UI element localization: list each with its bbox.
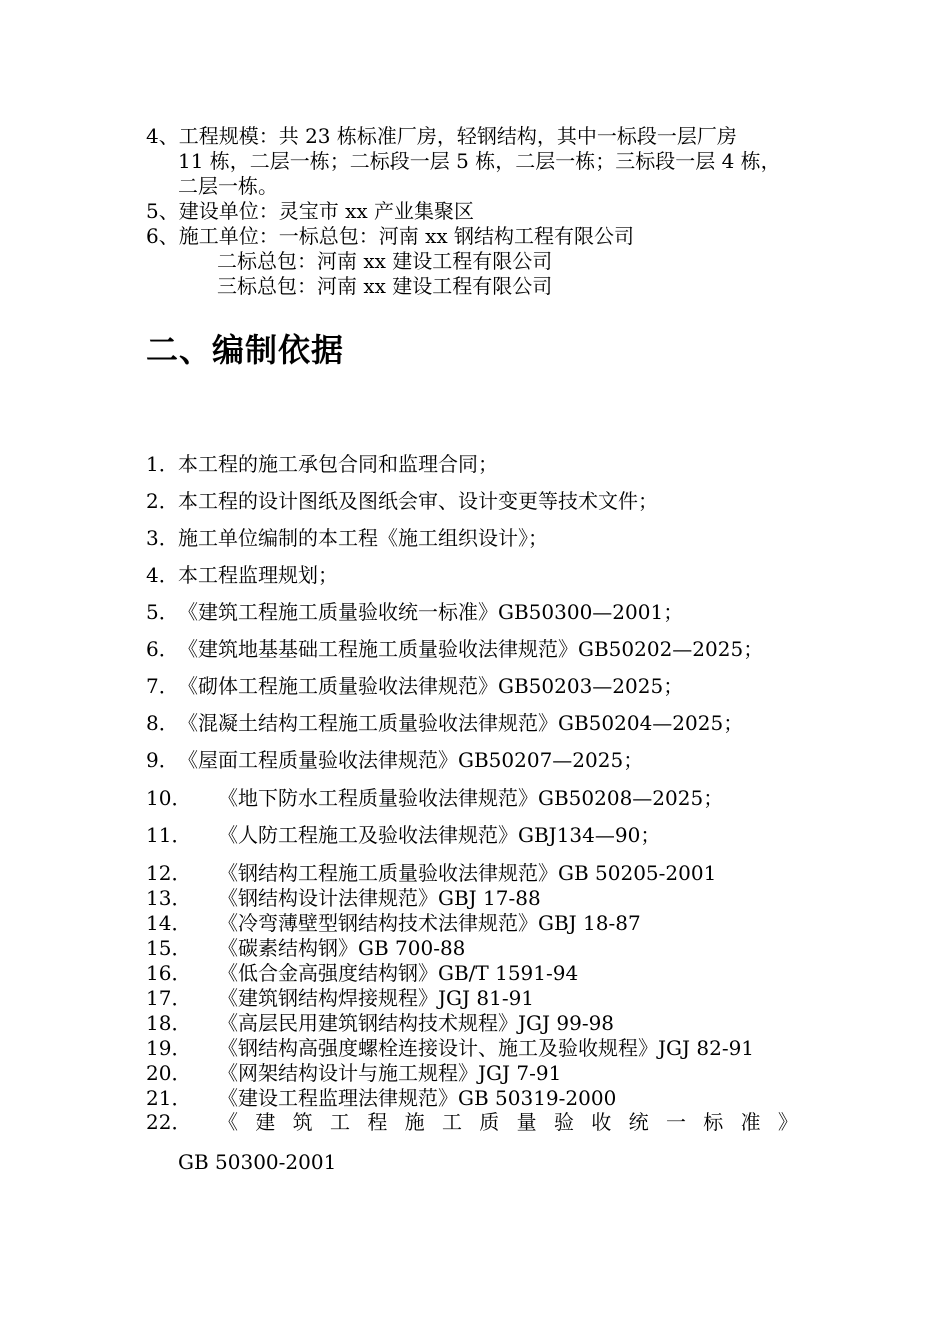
standard-item-text: 《高层民用建筑钢结构技术规程》JGJ 99-98 (218, 1011, 615, 1035)
basis-item-number: 6． (146, 637, 179, 661)
basis-item (146, 711, 743, 735)
basis-item (146, 748, 643, 772)
basis-item-number: 10． (146, 786, 192, 810)
basis-item (146, 600, 683, 624)
contractor-line-1: 6、施工单位：一标总包：河南 xx 钢结构工程有限公司 (146, 224, 634, 248)
contractor-line-2: 二标总包：河南 xx 建设工程有限公司 (217, 249, 553, 273)
item-22-char: 工 (441, 1110, 462, 1134)
standard-item (146, 936, 465, 960)
contractor-line-3: 三标总包：河南 xx 建设工程有限公司 (217, 274, 553, 298)
standard-item-text: 《低合金高强度结构钢》GB/T 1591-94 (218, 961, 579, 985)
basis-item (146, 786, 723, 810)
item-22-char: 筑 (292, 1110, 313, 1134)
basis-item-number: 9． (146, 748, 179, 772)
standard-item-text: 《碳素结构钢》GB 700-88 (218, 936, 466, 960)
standard-item-text: 《网架结构设计与施工规程》JGJ 7-91 (218, 1061, 562, 1085)
basis-item-number: 11． (146, 823, 192, 847)
basis-item-number: 2． (146, 489, 179, 513)
basis-item-number: 7． (146, 674, 179, 698)
basis-item (146, 526, 548, 550)
section-heading: 二、编制依据 (146, 331, 345, 369)
basis-item (146, 489, 658, 513)
standard-item (146, 1036, 754, 1060)
standard-item (146, 1086, 616, 1110)
basis-item-text: 《混凝土结构工程施工质量验收法律规范》GB50204—2025； (178, 711, 744, 735)
basis-item-text: 《建筑地基基础工程施工质量验收法律规范》GB50202—2025； (178, 637, 764, 661)
item-22-char: 一 (665, 1110, 686, 1134)
item-22-char: 程 (367, 1110, 388, 1134)
standard-item (146, 1011, 614, 1035)
basis-item-number: 5． (146, 600, 179, 624)
basis-item (146, 563, 338, 587)
item-22-char: 准 (740, 1110, 761, 1134)
project-scale-line-1: 4、工程规模：共 23 栋标准厂房，轻钢结构，其中一标段一层厂房 (146, 124, 737, 148)
item-22-char: 验 (553, 1110, 574, 1134)
standard-item-text: 《建设工程监理法律规范》GB 50319-2000 (218, 1086, 617, 1110)
basis-item-text: 本工程的施工承包合同和监理合同； (178, 452, 498, 476)
basis-item-number: 1． (146, 452, 179, 476)
standard-item-number: 20． (146, 1061, 192, 1085)
standard-item-text: 《冷弯薄壁型钢结构技术法律规范》GBJ 18-87 (218, 911, 641, 935)
standard-item (146, 861, 716, 885)
basis-item-number: 4． (146, 563, 179, 587)
basis-item-text: 《建筑工程施工质量验收统一标准》GB50300—2001； (178, 600, 684, 624)
standard-item-number: 15． (146, 936, 192, 960)
item-22-char: 收 (591, 1110, 612, 1134)
standard-item-number: 14． (146, 911, 192, 935)
item-22-char: 量 (516, 1110, 537, 1134)
item-22-char: 建 (255, 1110, 276, 1134)
item-22-number: 22． (146, 1110, 192, 1134)
item-22-title (218, 1110, 798, 1134)
basis-item (146, 674, 683, 698)
standard-item (146, 986, 534, 1010)
standard-item-number: 19． (146, 1036, 192, 1060)
basis-item (146, 637, 763, 661)
basis-item-text: 《人防工程施工及验收法律规范》GBJ134—90； (218, 823, 661, 847)
basis-item-text: 《地下防水工程质量验收法律规范》GB50208—2025； (218, 786, 724, 810)
basis-item-text: 施工单位编制的本工程《施工组织设计》； (178, 526, 548, 550)
standard-item-text: 《钢结构工程施工质量验收法律规范》GB 50205-2001 (218, 861, 717, 885)
item-22-char: 质 (479, 1110, 500, 1134)
standard-item-number: 21． (146, 1086, 192, 1110)
basis-item-number: 3． (146, 526, 179, 550)
standard-item-number: 12． (146, 861, 192, 885)
item-22-char: 施 (404, 1110, 425, 1134)
item-22-char: 统 (628, 1110, 649, 1134)
basis-item-text: 《屋面工程质量验收法律规范》GB50207—2025； (178, 748, 644, 772)
standard-item (146, 961, 578, 985)
basis-item-text: 本工程监理规划； (178, 563, 338, 587)
standard-item-number: 16． (146, 961, 192, 985)
standard-item-text: 《钢结构设计法律规范》GBJ 17-88 (218, 886, 541, 910)
basis-item-number: 8． (146, 711, 179, 735)
standard-item-number: 17． (146, 986, 192, 1010)
project-scale-line-3: 二层一栋。 (178, 174, 278, 198)
standard-item-number: 18． (146, 1011, 192, 1035)
project-scale-line-2: 11 栋，二层一栋；二标段一层 5 栋，二层一栋；三标段一层 4 栋， (178, 149, 781, 173)
standard-item-text: 《建筑钢结构焊接规程》JGJ 81-91 (218, 986, 535, 1010)
item-22-char: 标 (703, 1110, 724, 1134)
standard-item (146, 1061, 561, 1085)
basis-item (146, 823, 660, 847)
standard-item-text: 《钢结构高强度螺栓连接设计、施工及验收规程》JGJ 82-91 (218, 1036, 755, 1060)
item-22-char: 工 (329, 1110, 350, 1134)
standard-item (146, 911, 641, 935)
basis-item-text: 本工程的设计图纸及图纸会审、设计变更等技术文件； (178, 489, 658, 513)
owner-line: 5、建设单位：灵宝市 xx 产业集聚区 (146, 199, 474, 223)
basis-item-text: 《砌体工程施工质量验收法律规范》GB50203—2025； (178, 674, 684, 698)
basis-item (146, 452, 498, 476)
standard-item-number: 13． (146, 886, 192, 910)
item-22-code: GB 50300-2001 (178, 1150, 337, 1174)
standard-item (146, 886, 541, 910)
item-22-char: 《 (218, 1110, 238, 1134)
item-22-char: 》 (777, 1110, 798, 1134)
